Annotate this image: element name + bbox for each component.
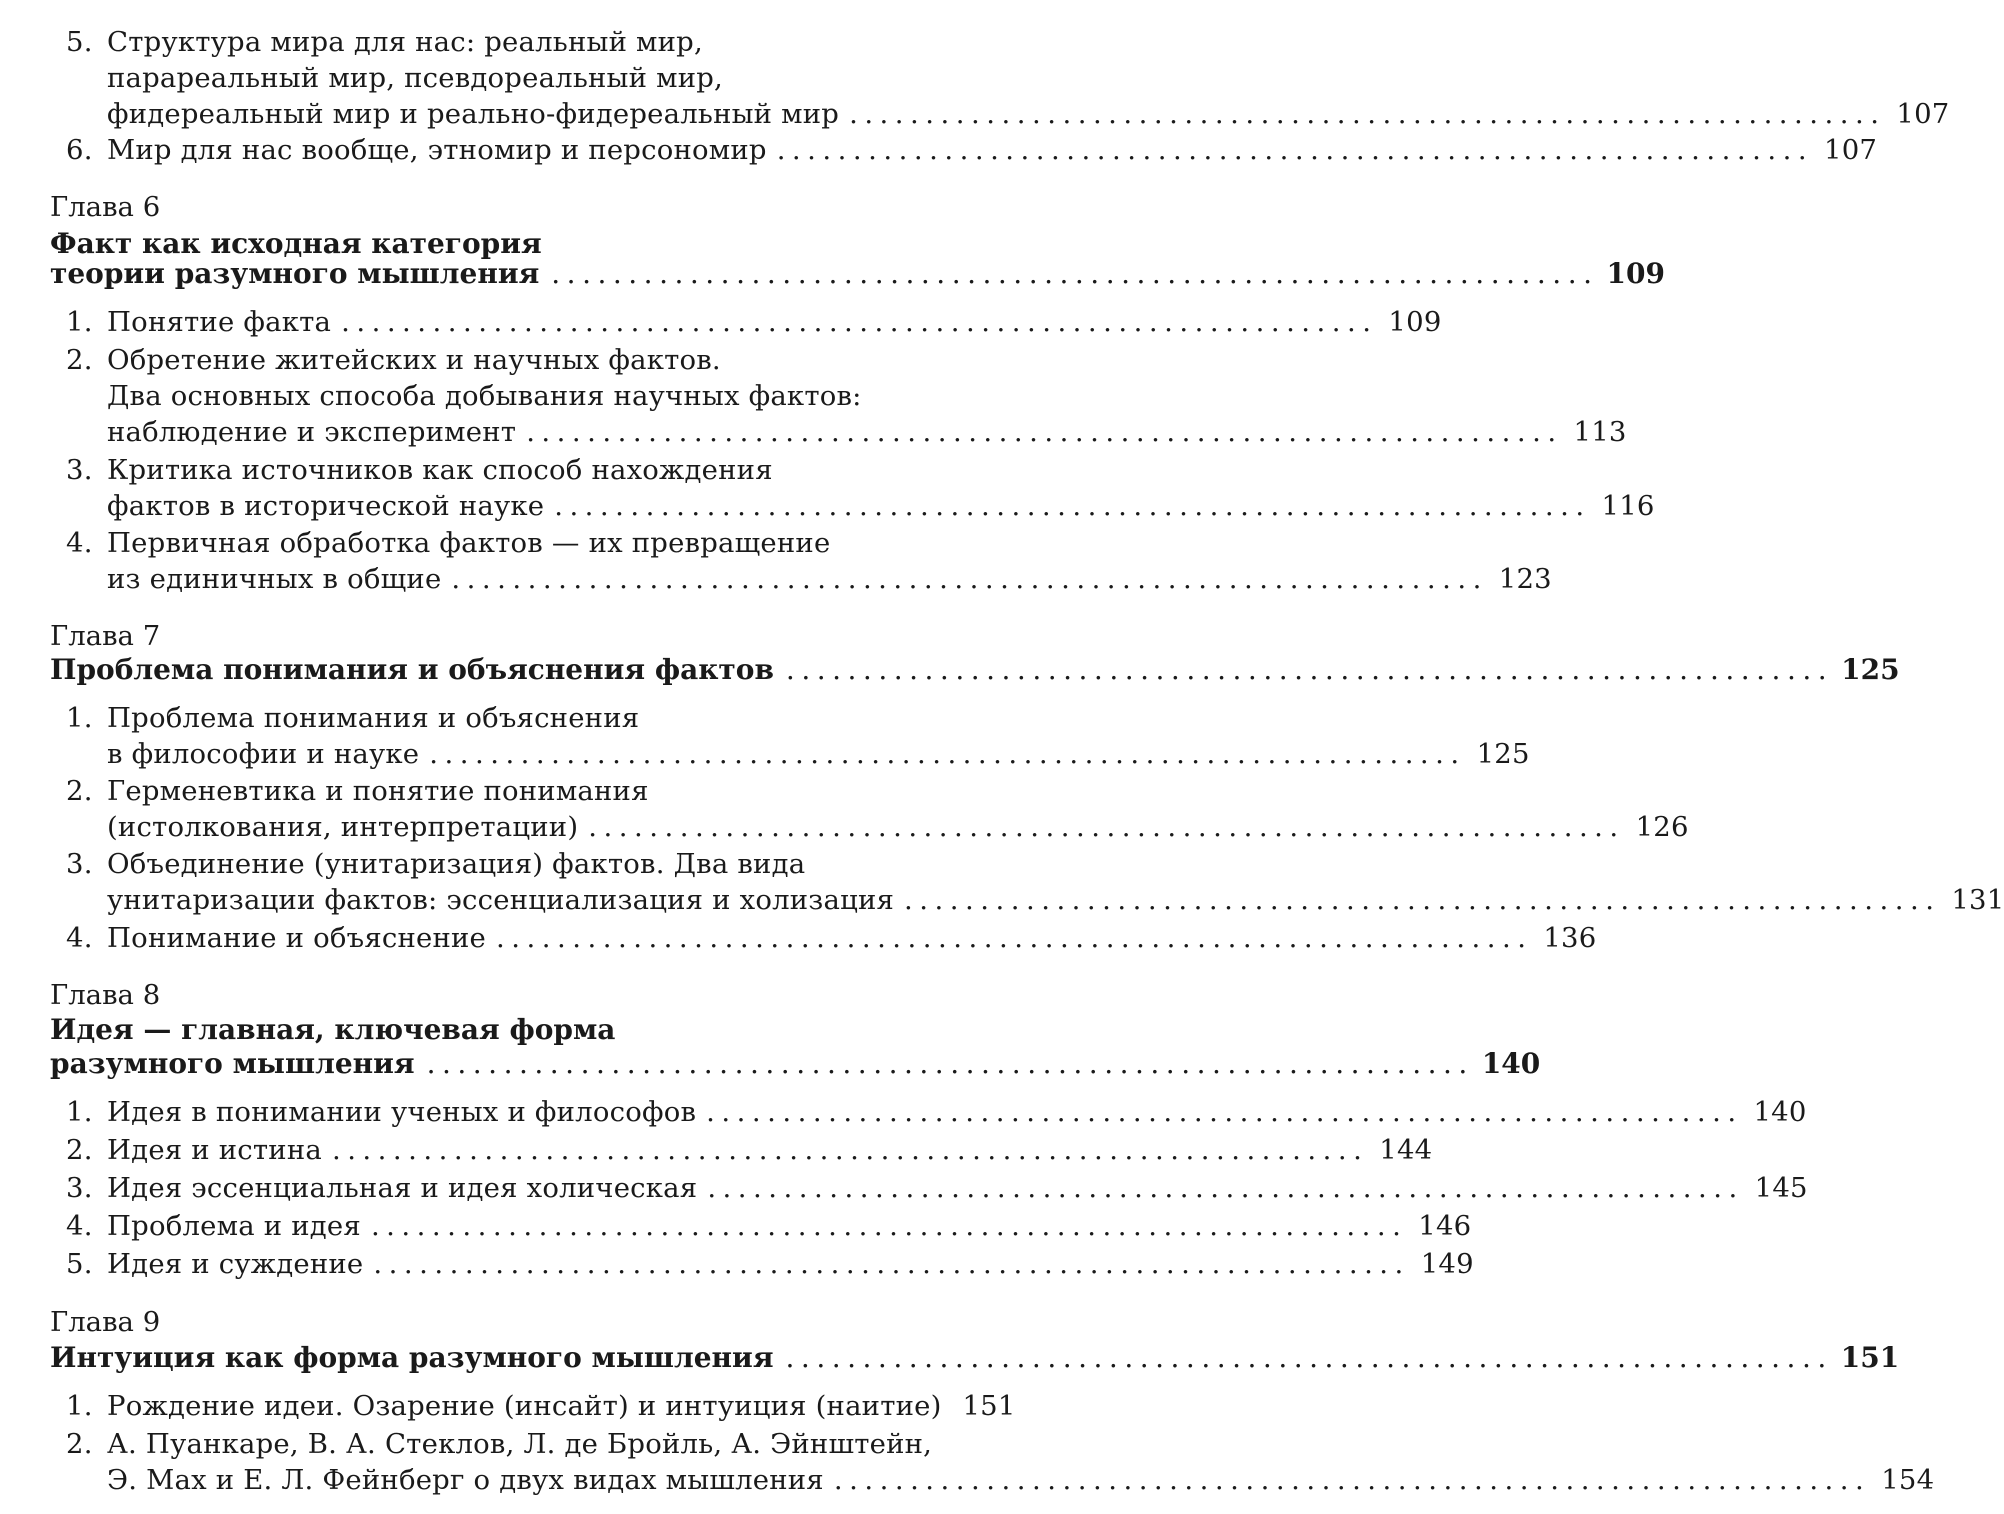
chapter-title: Интуиция как форма разумного мышления <box>50 1341 774 1374</box>
page-number: 131 <box>1951 884 2004 916</box>
dot-leader: .................................................................... <box>785 653 1834 686</box>
entry-title-line: фактов в исторической науке <box>107 490 545 522</box>
entry-number: 4. <box>66 922 93 954</box>
entry-number: 3. <box>66 848 93 880</box>
entry-last-line <box>107 1244 1474 1284</box>
chapter-title: Проблема понимания и объяснения фактов <box>50 653 774 686</box>
page-number: 125 <box>1476 738 1530 770</box>
entry-last-line <box>107 880 2004 920</box>
dot-leader: .................................................................... <box>341 306 1378 338</box>
entry-number: 6. <box>66 134 93 166</box>
entry-last-line <box>107 1460 1935 1500</box>
dot-leader: .................................................................... <box>370 1210 1408 1242</box>
entry-last-line <box>107 734 1530 774</box>
page-number: 109 <box>1388 306 1442 338</box>
chapter-title: Идея — главная, ключевая форма <box>50 1013 616 1046</box>
dot-leader: .................................................................... <box>426 1047 1474 1080</box>
entry-title-line: Два основных способа добывания научных фактов: <box>107 380 862 412</box>
entry-number: 1. <box>66 1390 93 1422</box>
toc-entry-5 <box>0 22 1080 62</box>
chapter-title-row <box>50 254 1665 294</box>
dot-leader: .................................................................... <box>588 811 1625 843</box>
dot-leader: .................................................................... <box>833 1464 1871 1496</box>
entry-title-line: Структура мира для нас: реальный мир, <box>107 26 703 58</box>
entry-title-line: из единичных в общие <box>107 563 442 595</box>
entry-last-line <box>107 1206 1472 1246</box>
page-number: 116 <box>1601 490 1655 522</box>
toc-entry <box>0 844 1080 884</box>
toc-entry <box>0 523 1080 563</box>
entry-last-line <box>107 1092 1807 1132</box>
toc-entry <box>0 1424 1080 1464</box>
entry-last-line <box>107 1386 1014 1426</box>
dot-leader: .................................................................... <box>785 1341 1833 1374</box>
dot-leader: .................................................................... <box>706 1096 1743 1128</box>
dot-leader: .................................................................... <box>776 134 1814 166</box>
dot-leader: .................................................................... <box>554 490 1591 522</box>
page-number: 107 <box>1824 134 1878 166</box>
entry-number: 4. <box>66 1210 93 1242</box>
page-number: 151 <box>962 1390 1016 1422</box>
dot-leader: .................................................................... <box>707 1172 1744 1204</box>
chapter-title: разумного мышления <box>50 1047 415 1080</box>
dot-leader: .................................................................... <box>429 738 1466 770</box>
entry-title-line: Герменевтика и понятие понимания <box>107 775 649 807</box>
entry-title-line: унитаризации фактов: эссенциализация и холизация <box>107 884 895 916</box>
entry-number: 3. <box>66 1172 93 1204</box>
dot-leader: .................................................................... <box>451 563 1488 595</box>
entry-title-line: Проблема понимания и объяснения <box>107 702 640 734</box>
page-number: 109 <box>1606 257 1665 290</box>
entry-title-line: фидереальный мир и реально-фидереальный мир <box>107 98 840 130</box>
page-number: 149 <box>1420 1248 1474 1280</box>
page-number: 123 <box>1498 563 1552 595</box>
page-number: 126 <box>1635 811 1689 843</box>
page-number: 140 <box>1753 1096 1807 1128</box>
entry-continuation <box>0 58 1080 98</box>
entry-title: Рождение идеи. Озарение (инсайт) и интуиция (наитие) <box>107 1390 942 1422</box>
entry-title-line: А. Пуанкаре, В. А. Стеклов, Л. де Бройль, А. Эйнштейн, <box>107 1428 933 1460</box>
dot-leader: .................................................................... <box>849 98 1886 130</box>
toc-entry <box>0 340 1080 380</box>
entry-last-line <box>107 559 1552 599</box>
entry-number: 5. <box>66 1248 93 1280</box>
chapter-title-row <box>50 1338 1900 1378</box>
entry-title-line: Критика источников как способ нахождения <box>107 454 773 486</box>
entry-title: Проблема и идея <box>107 1210 361 1242</box>
entry-title: Идея в понимании ученых и философов <box>107 1096 697 1128</box>
page-number: 151 <box>1840 1341 1900 1374</box>
entry-last-line <box>107 412 1627 452</box>
dot-leader: .................................................................... <box>904 884 1941 916</box>
entry-last-line <box>107 1130 1433 1170</box>
dot-leader: .................................................................... <box>331 1134 1369 1166</box>
entry-title: Понятие факта <box>107 306 332 338</box>
toc-entry <box>0 698 1080 738</box>
dot-leader: .................................................................... <box>551 257 1599 290</box>
page-number: 107 <box>1896 98 1950 130</box>
chapter-title-row <box>50 1044 1541 1084</box>
toc-entry <box>0 450 1080 490</box>
entry-last-line <box>107 486 1655 526</box>
entry-last-line <box>107 807 1689 847</box>
chapter-label: Глава 6 <box>50 191 161 223</box>
chapter-label: Глава 8 <box>50 979 161 1011</box>
page-number: 145 <box>1754 1172 1808 1204</box>
entry-title: Мир для нас вообще, этномир и персономир <box>107 134 767 166</box>
entry-title: Идея эссенциальная и идея холическая <box>107 1172 698 1204</box>
entry-title-line: Э. Мах и Е. Л. Фейнберг о двух видах мышления <box>107 1464 824 1496</box>
entry-last-line <box>107 1168 1808 1208</box>
entry-title: Идея и истина <box>107 1134 322 1166</box>
entry-number: 2. <box>66 775 93 807</box>
entry-title: Идея и суждение <box>107 1248 364 1280</box>
entry-last-line <box>107 130 1878 170</box>
page-number: 125 <box>1841 653 1900 686</box>
page-number: 144 <box>1379 1134 1433 1166</box>
dot-leader: .................................................................... <box>526 416 1563 448</box>
entry-title-line: Обретение житейских и научных фактов. <box>107 344 721 376</box>
entry-title-line: парареальный мир, псевдореальный мир, <box>107 62 723 94</box>
chapter-label: Глава 7 <box>50 620 161 652</box>
entry-number: 5. <box>66 26 93 58</box>
entry-number: 2. <box>66 1134 93 1166</box>
entry-title-line: Первичная обработка фактов — их превращение <box>107 527 831 559</box>
entry-title: Понимание и объяснение <box>107 922 487 954</box>
dot-leader: .................................................................... <box>496 922 1533 954</box>
entry-title-line: (истолкования, интерпретации) <box>107 811 579 843</box>
toc-entry <box>0 771 1080 811</box>
page-number: 136 <box>1543 922 1597 954</box>
dot-leader: .................................................................... <box>373 1248 1410 1280</box>
page-number: 146 <box>1418 1210 1472 1242</box>
entry-number: 1. <box>66 306 93 338</box>
page-number: 154 <box>1881 1464 1935 1496</box>
chapter-title-row <box>50 650 1900 690</box>
entry-last-line <box>107 918 1597 958</box>
entry-title-line: в философии и науке <box>107 738 420 770</box>
entry-number: 4. <box>66 527 93 559</box>
page-number: 140 <box>1481 1047 1541 1080</box>
entry-number: 1. <box>66 1096 93 1128</box>
chapter-title: Факт как исходная категория <box>50 227 542 260</box>
entry-number: 3. <box>66 454 93 486</box>
chapter-title: теории разумного мышления <box>50 257 540 290</box>
entry-number: 2. <box>66 1428 93 1460</box>
entry-title-line: Объединение (унитаризация) фактов. Два вида <box>107 848 806 880</box>
entry-number: 2. <box>66 344 93 376</box>
entry-title-line: наблюдение и эксперимент <box>107 416 517 448</box>
entry-number: 1. <box>66 702 93 734</box>
chapter-label: Глава 9 <box>50 1306 161 1338</box>
entry-continuation <box>0 376 1080 416</box>
entry-last-line <box>107 302 1442 342</box>
page-number: 113 <box>1573 416 1627 448</box>
entry-last-line <box>107 94 1950 134</box>
